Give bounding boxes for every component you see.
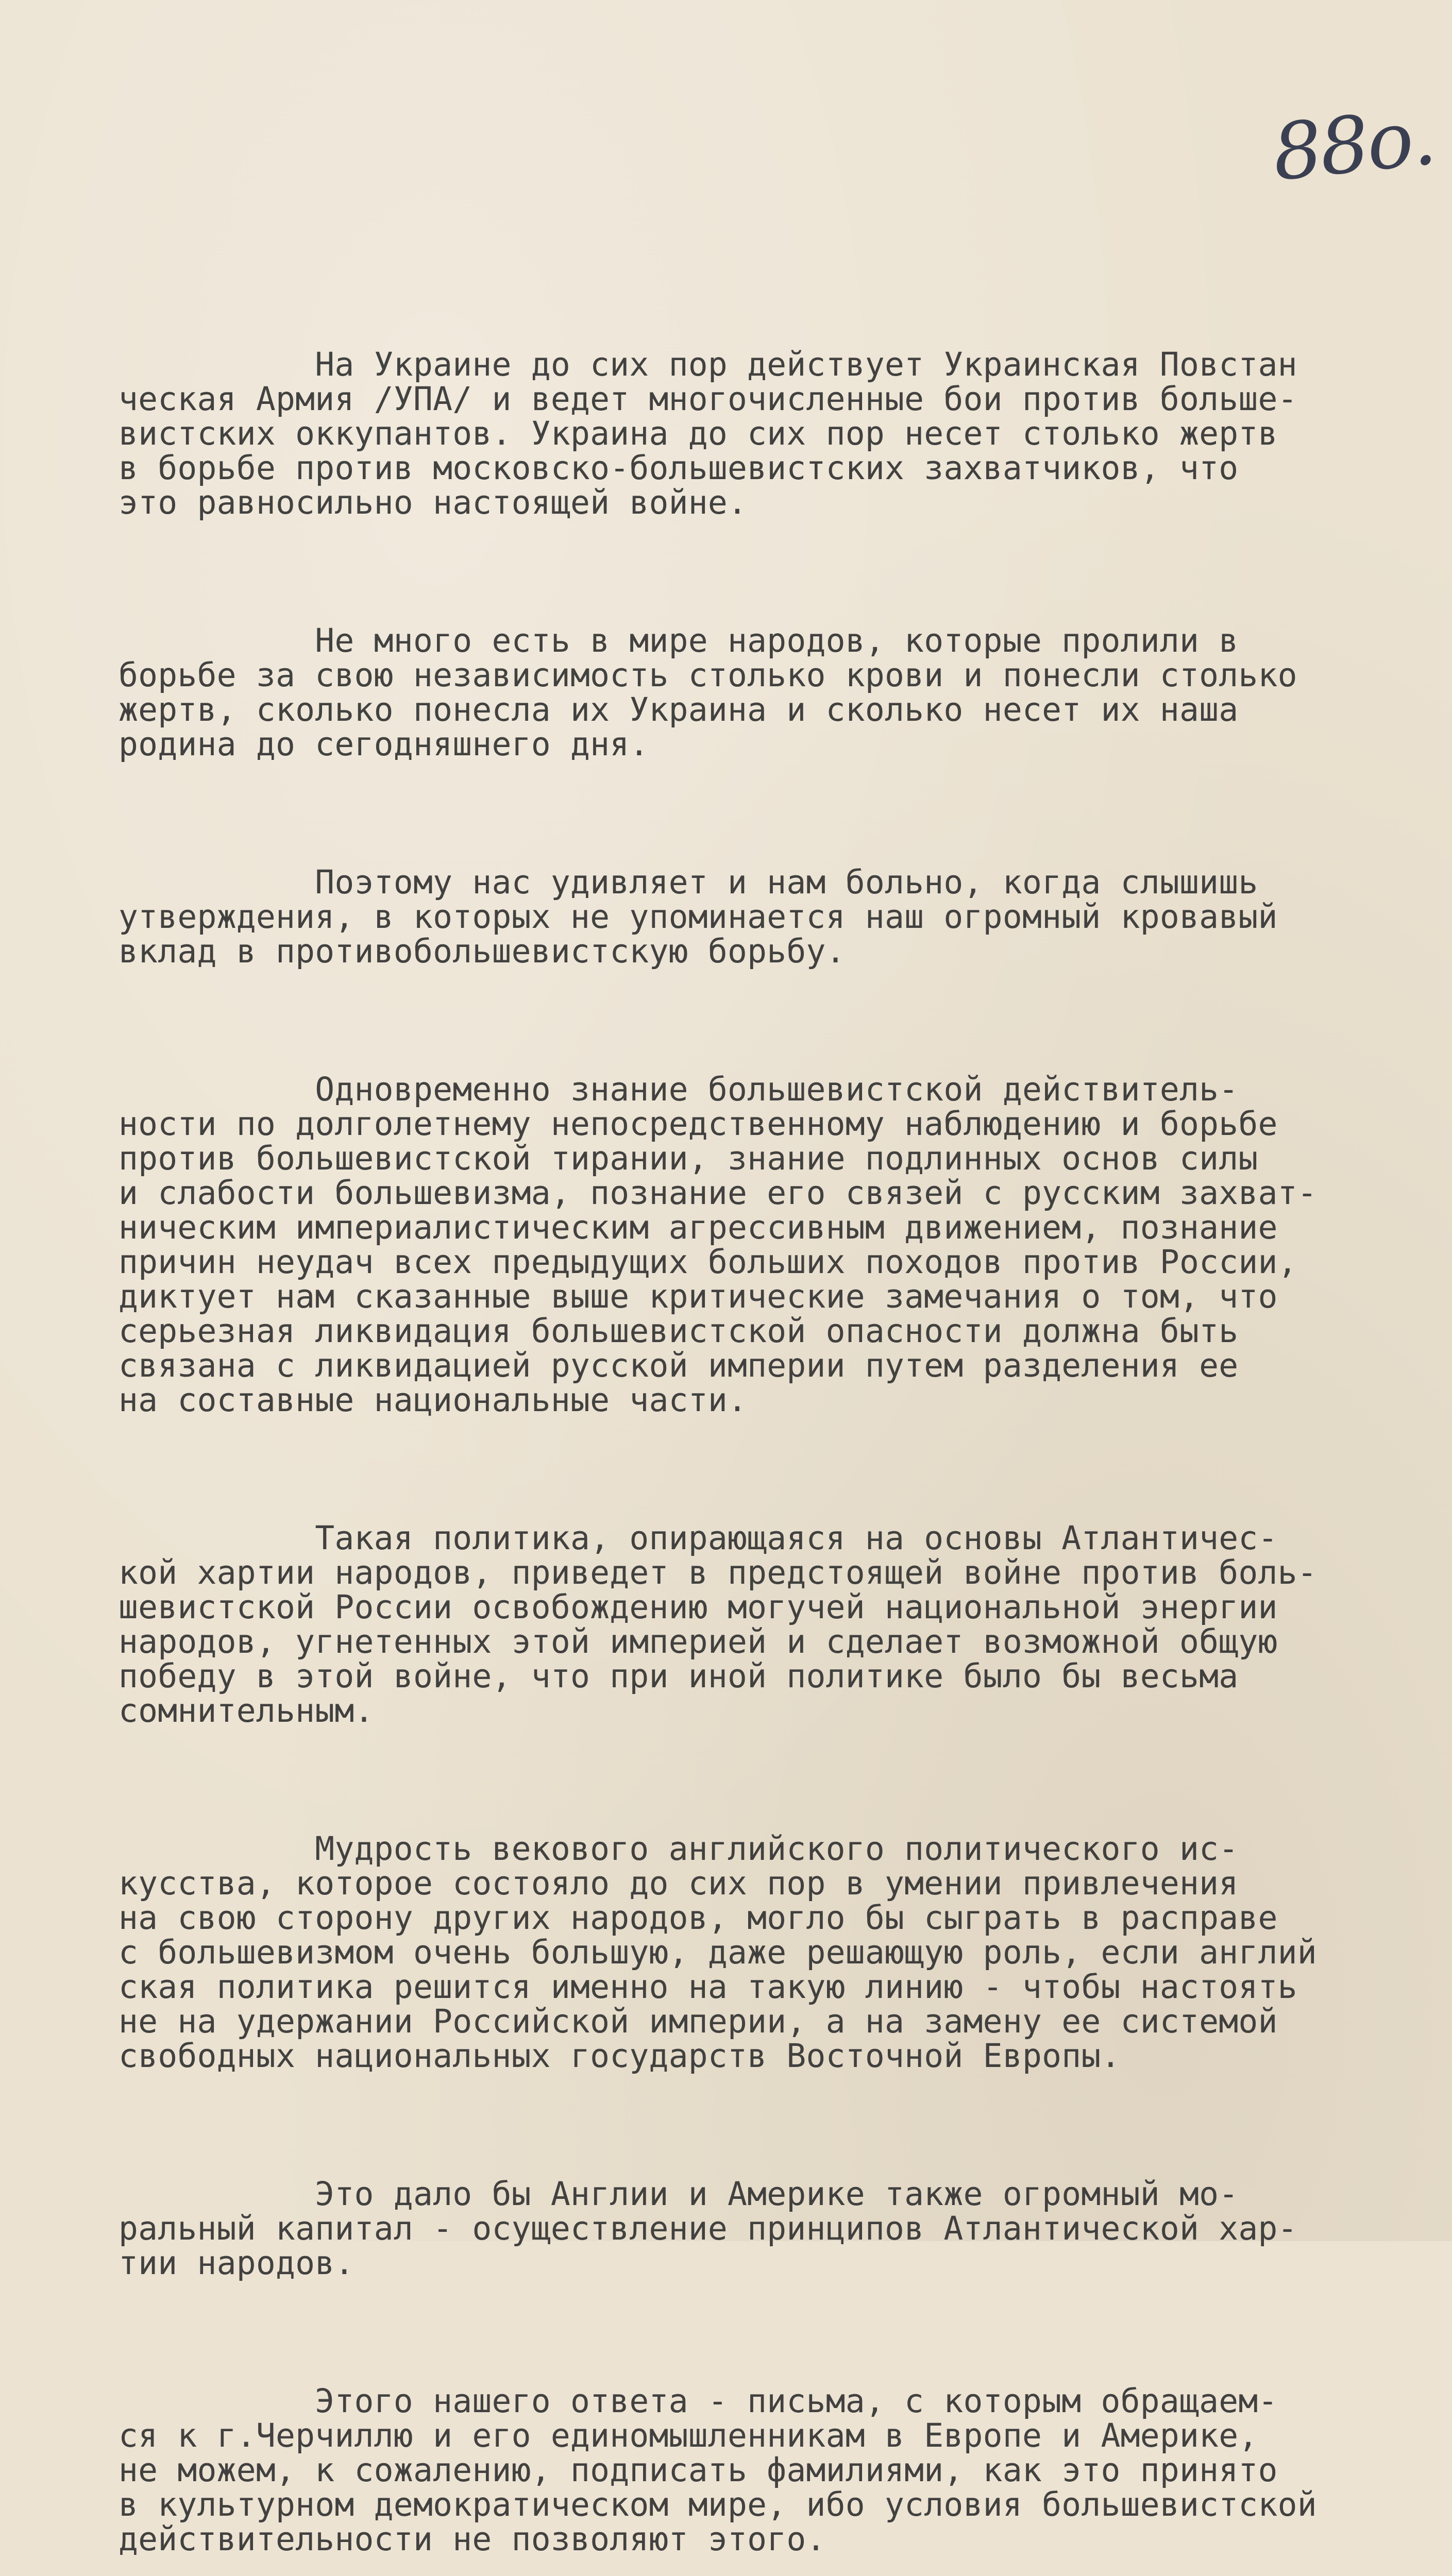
paragraph-moral-capital: Это дало бы Англии и Америке также огромный мо- ральный капитал - осуществление принципов Атлантической хар- тии народов. xyxy=(119,2175,1297,2282)
paragraph-signature-note: Этого нашего ответа - письма, с которым обращаем- ся к г.Черчиллю и его единомышленникам в Европе и Америке, не можем, к сожалению, подписать фамилиями, как это принято в культурном демократическом мире, ибо условия большевистской действительности не позволяют этого. xyxy=(119,2382,1317,2558)
paragraph-english-wisdom: Мудрость векового английского политического ис- кусства, которое состояло до сих пор в умении привлечения на свою сторону других народов, могло бы сыграть в расправе с большевизмом очень большую, даже решающую роль, если англий ская политика решится именно на такую линию - чтобы настоять не на удержании Российской империи, а на замену ее системой свободных национальных государств Восточной Европы. xyxy=(119,1830,1317,2075)
paragraph-sacrifices: Не много есть в мире народов, которые пролили в борьбе за свою независимость столько крови и понесли столько жертв, сколько понесла их Украина и сколько несет их наша родина до сегодняшнего дня. xyxy=(119,622,1297,763)
paragraph-policy: Такая политика, опирающаяся на основы Атлантичес- кой хартии народов, приведет в предстоящей войне против боль- шевистской России освобождению могучей национальной энергии народов, угнетенных этой империей и сделает возможной общую победу в этой войне, что при иной политике было бы весьма сомнительным. xyxy=(119,1519,1317,1730)
paragraph-contribution: Поэтому нас удивляет и нам больно, когда слышишь утверждения, в которых не упоминается наш огромный кровавый вклад в противобольшевистскую борьбу. xyxy=(119,863,1278,970)
paragraph-upa: На Украине до сих пор действует Украинская Повстан ческая Армия /УПА/ и ведет многочисленные бои против больше- вистских оккупантов. Украина до сих пор несет столько жертв в борьбе против московско-большевистских захватчиков, что это равносильно настоящей войне. xyxy=(119,346,1297,521)
handwritten-page-number: 88о. xyxy=(1268,92,1439,198)
letter-body xyxy=(119,278,1448,2576)
paragraph-knowledge: Одновременно знание большевистской действитель- ности по долголетнему непосредственному наблюдению и борьбе против большевистской тирании, знание подлинных основ силы и слабости большевизма, познание его связей с русским захват- ническим империалистическим агрессивным движением, познание причин неудач всех предыдущих больших походов против России, диктует нам сказанные выше критические замечания о том, что серьезная ликвидация большевистской опасности должна быть связана с ликвидацией русской империи путем разделения ее на составные национальные части. xyxy=(119,1071,1317,1419)
